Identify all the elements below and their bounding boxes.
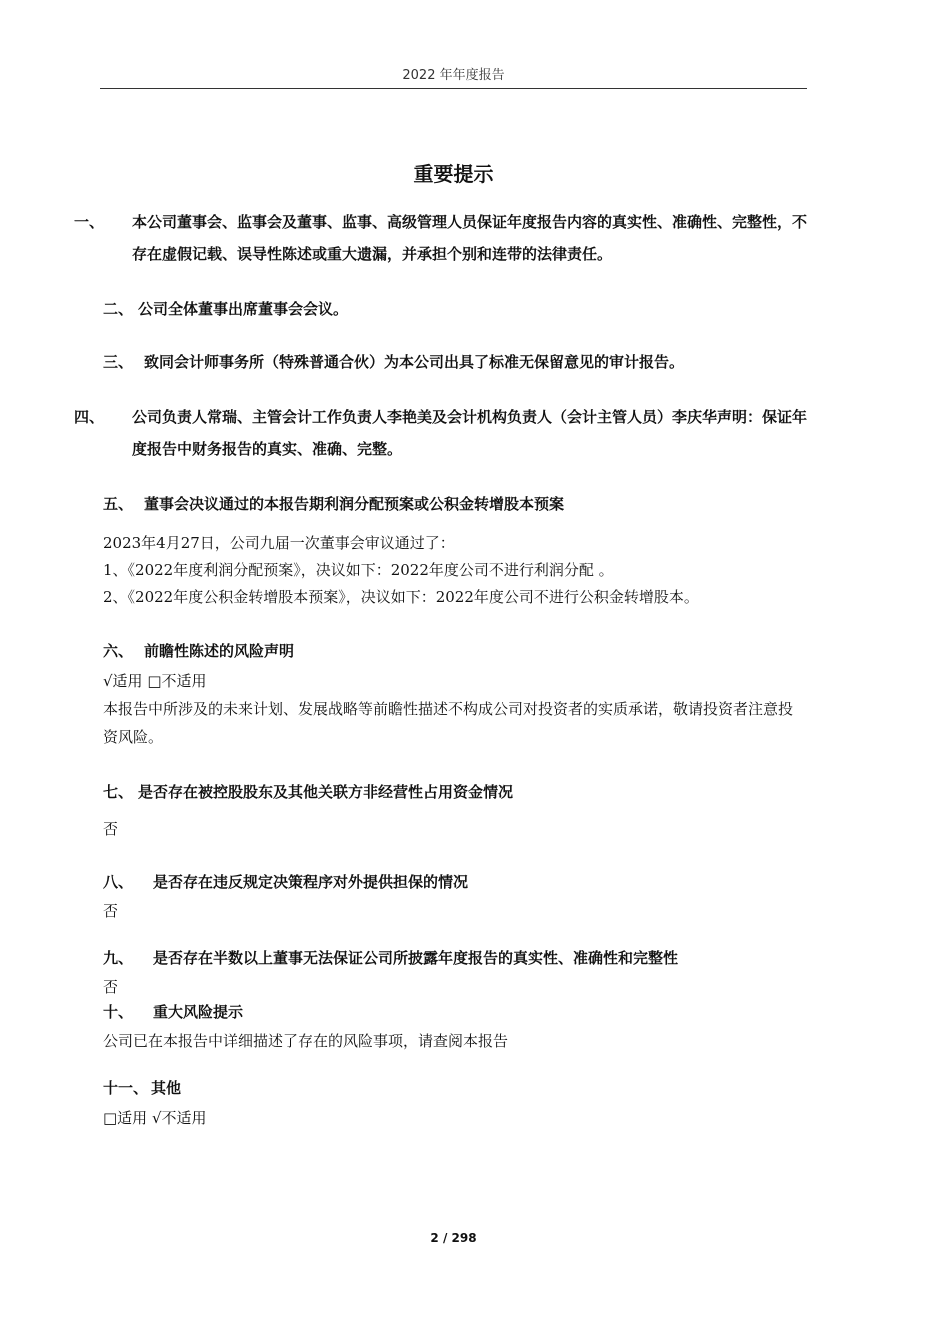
section-2-heading (103, 293, 813, 325)
section-2-text: 公司全体董事出席董事会会议。 (138, 300, 349, 318)
section-10 (103, 996, 813, 1055)
section-9-answer: 否 (103, 978, 119, 996)
section-6 (103, 635, 813, 751)
section-9-text: 是否存在半数以上董事无法保证公司所披露年度报告的真实性、准确性和完整性 (153, 949, 679, 967)
section-6-number: 六、 (103, 642, 134, 660)
section-3-number: 三、 (103, 353, 134, 371)
section-10-text: 重大风险提示 (153, 1003, 244, 1021)
section-9-heading (103, 942, 813, 974)
section-7-text: 是否存在被控股股东及其他关联方非经营性占用资金情况 (138, 783, 514, 801)
section-8-heading (103, 866, 813, 898)
section-8-number: 八、 (103, 873, 134, 891)
section-5-body-line-2: 1、《2022年度利润分配预案》，决议如下：2022年度公司不进行利润分配 。 (103, 561, 614, 579)
section-11 (103, 1072, 813, 1132)
section-3-heading (103, 346, 813, 378)
section-7-heading (103, 776, 813, 808)
section-6-heading (103, 635, 813, 667)
section-1 (74, 206, 813, 270)
running-header: 2022 年年度报告 (402, 68, 505, 83)
header-divider (100, 88, 807, 89)
section-4 (74, 401, 813, 465)
section-3 (103, 346, 813, 378)
section-8 (103, 866, 813, 925)
section-7-answer: 否 (103, 820, 119, 838)
section-9 (103, 942, 813, 1001)
page-number: 2 / 298 (430, 1231, 477, 1245)
section-4-number: 四、 (74, 408, 105, 426)
section-5-body-line-3: 2、《2022年度公积金转增股本预案》，决议如下：2022年度公司不进行公积金转增股本。 (103, 588, 699, 606)
section-4-text: 公司负责人常瑞、主管会计工作负责人李艳美及会计机构负责人（会计主管人员）李庆华声明：保证年度报告中财务报告的真实、准确、完整。 (132, 408, 808, 458)
section-1-text: 本公司董事会、监事会及董事、监事、高级管理人员保证年度报告内容的真实性、准确性、完整性，不存在虚假记载、误导性陈述或重大遗漏，并承担个别和连带的法律责任。 (132, 213, 808, 263)
section-8-text: 是否存在违反规定决策程序对外提供担保的情况 (153, 873, 469, 891)
section-8-answer: 否 (103, 902, 119, 920)
section-4-heading (74, 401, 813, 465)
section-7-number: 七、 (103, 783, 134, 801)
section-1-number: 一、 (74, 213, 105, 231)
section-1-heading (74, 206, 813, 270)
section-11-number: 十一、 (103, 1079, 149, 1097)
section-6-applicability: √适用 □不适用 (103, 672, 207, 690)
section-11-applicability: □适用 √不适用 (103, 1109, 207, 1127)
section-11-heading (103, 1072, 813, 1104)
section-10-body: 公司已在本报告中详细描述了存在的风险事项，请查阅本报告 (103, 1032, 509, 1050)
section-5 (103, 488, 813, 611)
section-6-text: 前瞻性陈述的风险声明 (144, 642, 295, 660)
section-5-number: 五、 (103, 495, 134, 513)
section-9-number: 九、 (103, 949, 134, 967)
section-11-text: 其他 (151, 1079, 182, 1097)
section-7 (103, 776, 813, 843)
section-6-body: 本报告中所涉及的未来计划、发展战略等前瞻性描述不构成公司对投资者的实质承诺，敬请投资者注意投资风险。 (103, 700, 794, 746)
section-5-body-line-1: 2023年4月27日，公司九届一次董事会审议通过了： (103, 534, 455, 552)
section-5-heading (103, 488, 813, 520)
section-3-text: 致同会计师事务所（特殊普通合伙）为本公司出具了标准无保留意见的审计报告。 (144, 353, 685, 371)
page-title: 重要提示 (413, 162, 494, 186)
section-5-text: 董事会决议通过的本报告期利润分配预案或公积金转增股本预案 (144, 495, 565, 513)
section-2 (103, 293, 813, 325)
section-2-number: 二、 (103, 300, 134, 318)
section-10-heading (103, 996, 813, 1028)
section-10-number: 十、 (103, 1003, 134, 1021)
